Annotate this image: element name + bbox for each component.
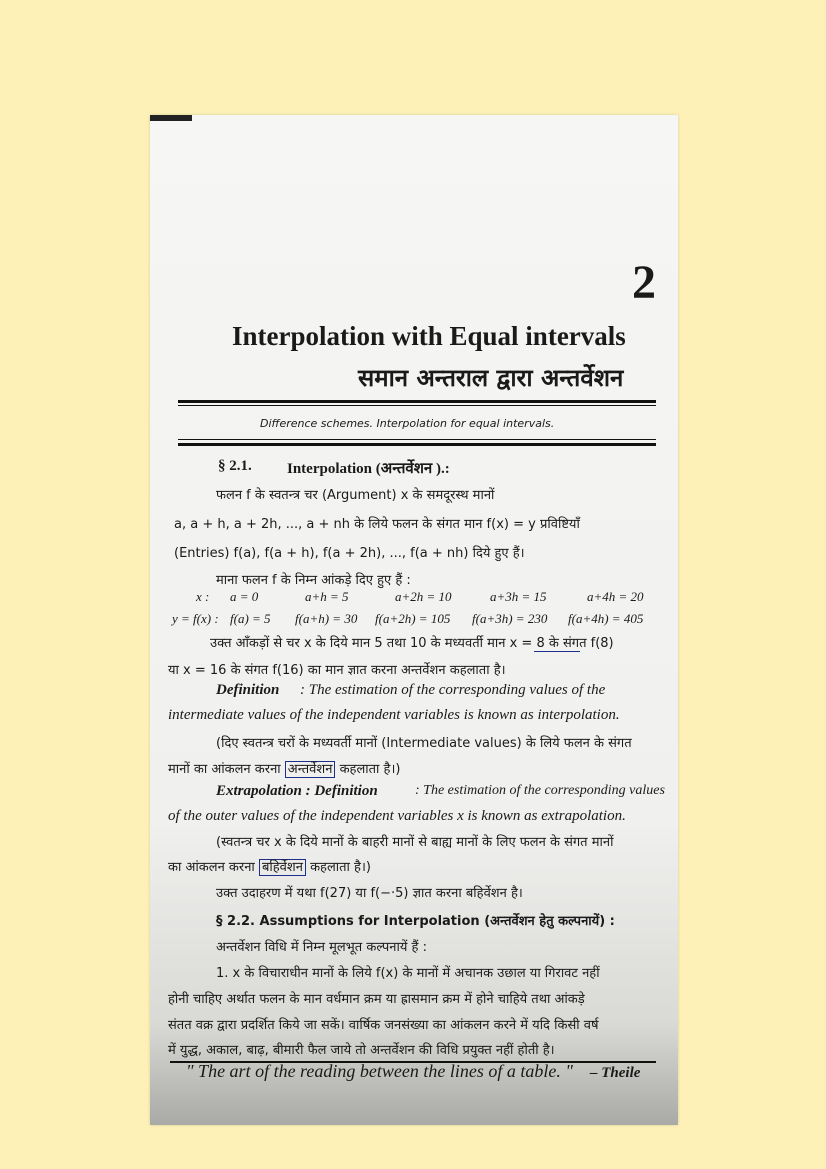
table-cell: a+2h = 10 xyxy=(395,589,452,604)
definition-line1: : The estimation of the corresponding values of the xyxy=(300,682,606,698)
quote-text: " The art of the reading between the lines of a table. " xyxy=(186,1061,573,1081)
chapter-subtitle: Difference schemes. Interpolation for equal intervals. xyxy=(260,417,555,430)
underline-x8 xyxy=(534,651,580,652)
bottom-rule xyxy=(178,443,656,446)
example-line: उक्त उदाहरण में यथा f(27) या f(−·5) ज्ञात करना बहिर्वेशन है। xyxy=(216,886,523,901)
para1-line3: (Entries) f(a), f(a + h), f(a + 2h), ..., f(a + nh) दिये हुए हैं। xyxy=(174,546,525,561)
hindi-extrapolation-text: कहलाता है।) xyxy=(310,860,371,875)
hindi-definition-line2 xyxy=(168,759,400,777)
table-cell: a+4h = 20 xyxy=(587,589,644,604)
extrapolation-label: Extrapolation : Definition xyxy=(216,783,378,799)
top-rule xyxy=(178,400,656,403)
table-cell: x : xyxy=(196,589,210,604)
table-cell: f(a+h) = 30 xyxy=(295,611,358,626)
bottom-rule-thin xyxy=(178,439,656,440)
hindi-extrapolation-line2 xyxy=(168,857,371,875)
section-2-2-heading: § 2.2. Assumptions for Interpolation (अन्तर्वेशन हेतु कल्पनायें) : xyxy=(216,914,615,929)
definition-label: Definition xyxy=(216,682,280,698)
extrapolation-boxed-term: बहिर्वेशन xyxy=(259,859,306,876)
chapter-title-hindi: समान अन्तराल द्वारा अन्तर्वेशन xyxy=(358,364,624,392)
extrapolation-line2: of the outer values of the independent variables x is known as extrapolation. xyxy=(168,808,626,824)
section-2-1-heading: Interpolation (अन्तर्वेशन ).: xyxy=(287,461,450,477)
para3-line2: या x = 16 के संगत f(16) का मान ज्ञात करना अन्तर्वेशन कहलाता है। xyxy=(168,663,506,678)
chapter-title-english: Interpolation with Equal intervals xyxy=(232,321,626,351)
para1-line1: फलन f के स्वतन्त्र चर (Argument) x के समदूरस्थ मानों xyxy=(216,488,495,503)
section-2-1-number: § 2.1. xyxy=(218,458,252,474)
assumption-1-line1: 1. x के विचाराधीन मानों के लिये f(x) के मानों में अचानक उछाल या गिरावट नहीं xyxy=(216,966,600,981)
table-cell: a = 0 xyxy=(230,589,259,604)
assumption-1-line3: संतत वक्र द्वारा प्रदर्शित किये जा सकें। वार्षिक जनसंख्या का आंकलन करने में यदि किसी वर्ष xyxy=(168,1018,599,1033)
table-cell: y = f(x) : xyxy=(172,611,219,626)
para3-line1: उक्त आँकड़ों से चर x के दिये मान 5 तथा 10 के मध्यवर्ती मान x = 8 के संगत f(8) xyxy=(210,636,614,651)
table-cell: f(a+2h) = 105 xyxy=(375,611,451,626)
chapter-number: 2 xyxy=(632,256,656,309)
table-cell: a+h = 5 xyxy=(305,589,349,604)
table-cell: f(a) = 5 xyxy=(230,611,271,626)
hindi-definition-text: कहलाता है।) xyxy=(339,762,401,777)
assumption-1-line2: होनी चाहिए अर्थात फलन के मान वर्धमान क्रम या ह्रासमान क्रम में होने चाहिये तथा आंकड़े xyxy=(168,992,585,1007)
table-cell: f(a+4h) = 405 xyxy=(568,611,644,626)
hindi-extrapolation-line1: (स्वतन्त्र चर x के दिये मानों के बाहरी मानों से बाह्य मानों के लिए फलन के संगत मानों xyxy=(216,835,614,850)
quote-author: – Theile xyxy=(590,1065,641,1081)
book-page xyxy=(150,115,678,1125)
interpolation-boxed-term: अन्तर्वेशन xyxy=(285,761,336,778)
hindi-extrapolation-text: का आंकलन करना xyxy=(168,860,255,875)
hindi-definition-line1: (दिए स्वतन्त्र चरों के मध्यवर्ती मानों (Intermediate values) के लिये फलन के संगत xyxy=(216,736,632,751)
table-cell: a+3h = 15 xyxy=(490,589,547,604)
definition-line2: intermediate values of the independent variables is known as interpolation. xyxy=(168,707,620,723)
extrapolation-line1: : The estimation of the corresponding values xyxy=(415,783,665,798)
section-2-2-intro: अन्तर्वेशन विधि में निम्न मूलभूत कल्पनायें हैं : xyxy=(216,940,427,955)
assumption-1-line4: में युद्ध, अकाल, बाढ़, बीमारी फैल जाये तो अन्तर्वेशन की विधि प्रयुक्त नहीं होती है। xyxy=(168,1043,555,1058)
top-rule-thin xyxy=(178,405,656,406)
hindi-definition-text: मानों का आंकलन करना xyxy=(168,762,281,777)
para2: माना फलन f के निम्न आंकड़े दिए हुए हैं : xyxy=(216,573,411,588)
table-cell: f(a+3h) = 230 xyxy=(472,611,548,626)
para1-line2: a, a + h, a + 2h, ..., a + nh के लिये फलन के संगत मान f(x) = y प्रविष्टियाँ xyxy=(174,517,580,532)
